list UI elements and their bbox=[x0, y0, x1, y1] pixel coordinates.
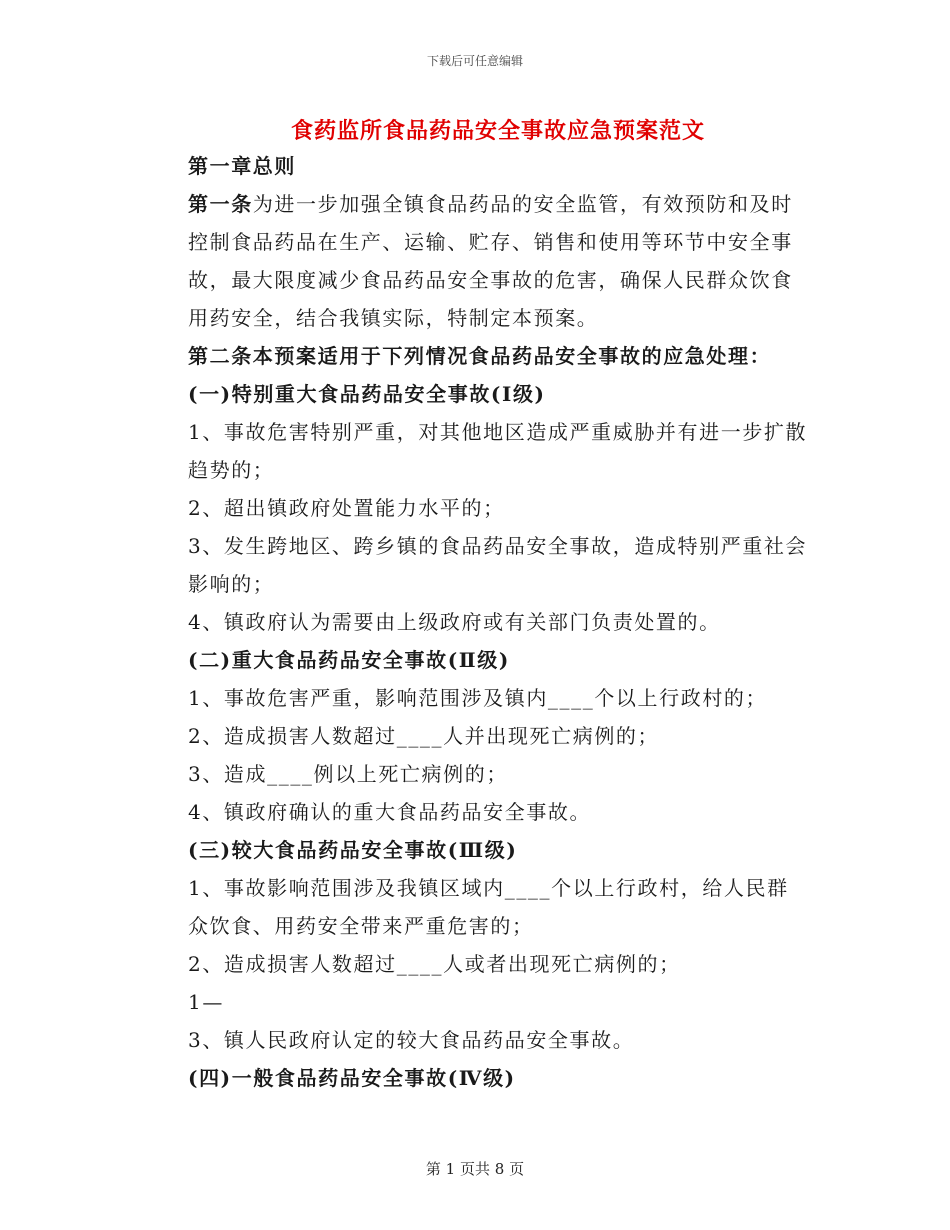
level-2-item: 4、镇政府确认的重大食品药品安全事故。 bbox=[188, 800, 592, 824]
level-1-item: 4、镇政府认为需要由上级政府或有关部门负责处置的。 bbox=[188, 610, 721, 634]
level-3-heading: (三)较大食品药品安全事故(Ⅲ级) bbox=[188, 838, 518, 862]
level-2-item: 2、造成损害人数超过____人并出现死亡病例的； bbox=[188, 724, 660, 748]
level-3-item: 1、事故影响范围涉及我镇区域内____个以上行政村，给人民群众饮食、用药安全带来严重危害的； bbox=[188, 876, 789, 938]
level-3-item: 2、造成损害人数超过____人或者出现死亡病例的； bbox=[188, 952, 681, 976]
article-1-text: 为进一步加强全镇食品药品的安全监管，有效预防和及时控制食品药品在生产、运输、贮存、销售和使用等环节中安全事故，最大限度减少食品药品安全事故的危害，确保人民群众饮食用药安全，结合我镇实际，特制定本预案。 bbox=[188, 192, 793, 330]
level-3-item: 3、镇人民政府认定的较大食品药品安全事故。 bbox=[188, 1028, 635, 1052]
level-2-item: 3、造成____例以上死亡病例的； bbox=[188, 762, 508, 786]
level-1-item: 3、发生跨地区、跨乡镇的食品药品安全事故，造成特别严重社会影响的； bbox=[188, 534, 808, 596]
document-body bbox=[142, 147, 810, 1097]
level-1-heading: (一)特别重大食品药品安全事故(Ⅰ级) bbox=[188, 382, 546, 406]
level-4-heading: (四)一般食品药品安全事故(Ⅳ级) bbox=[188, 1066, 516, 1090]
level-1-item: 1、事故危害特别严重，对其他地区造成严重威胁并有进一步扩散趋势的； bbox=[188, 420, 808, 482]
document-title: 食药监所食品药品安全事故应急预案范文 bbox=[290, 118, 705, 144]
level-2-heading: (二)重大食品药品安全事故(Ⅱ级) bbox=[188, 648, 510, 672]
page-number: 第 1 页共 8 页 bbox=[425, 1160, 525, 1178]
level-1-item: 2、超出镇政府处置能力水平的； bbox=[188, 496, 505, 520]
article-1 bbox=[142, 185, 810, 337]
chapter-heading: 第一章总则 bbox=[188, 154, 296, 178]
level-2-item: 1、事故危害严重，影响范围涉及镇内____个以上行政村的； bbox=[188, 686, 768, 710]
page-header-note: 下载后可任意编辑 bbox=[426, 54, 523, 68]
article-2-heading: 第二条本预案适用于下列情况食品药品安全事故的应急处理： bbox=[188, 344, 772, 368]
article-1-label: 第一条 bbox=[188, 192, 253, 216]
page-marker: 1— bbox=[188, 990, 224, 1014]
